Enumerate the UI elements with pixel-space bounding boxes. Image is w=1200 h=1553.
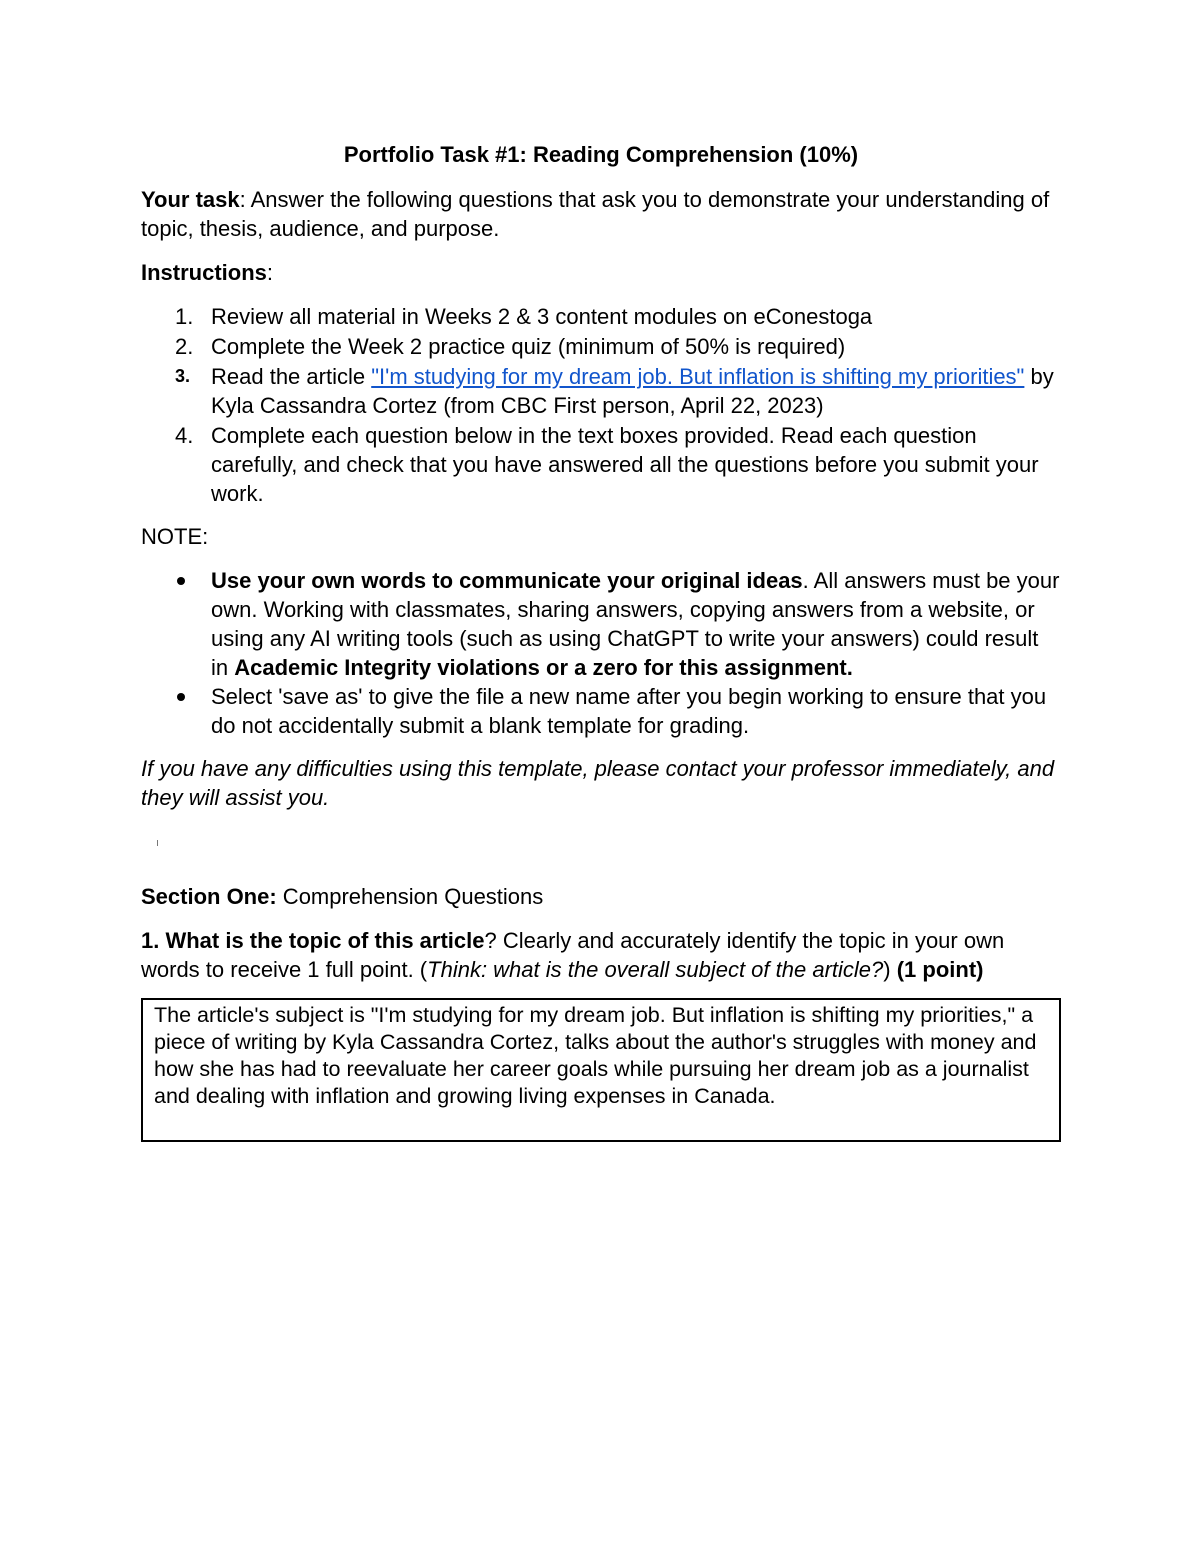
note-label: NOTE bbox=[141, 524, 203, 549]
list-item-text: Complete each question below in the text boxes provided. Read each question carefully, and check that you have answered all the questions before you submit your work. bbox=[211, 423, 1039, 506]
list-number: 2. bbox=[175, 334, 194, 359]
note-colon: : bbox=[202, 524, 209, 549]
note-bold-lead: Use your own words to communicate your original ideas bbox=[211, 568, 803, 593]
question-text: ? Clearly and accurately identify the topic in your own words to receive 1 full point. ( bbox=[141, 928, 1005, 982]
note-text: Select 'save as' to give the file a new name after you begin working to ensure that you do not accidentally submit a blank template for grading. bbox=[211, 684, 1047, 738]
instructions-label: Instructions bbox=[141, 260, 267, 285]
task-text: : Answer the following questions that ask you to demonstrate your understanding of topic, thesis, audience, and purpose. bbox=[141, 187, 1050, 241]
list-item-text: Complete the Week 2 practice quiz (minimum of 50% is required) bbox=[211, 334, 846, 359]
instructions-heading bbox=[141, 258, 1061, 287]
question-1 bbox=[141, 926, 1061, 984]
note-heading bbox=[141, 522, 1061, 551]
task-paragraph bbox=[141, 185, 1061, 243]
section-title: Comprehension Questions bbox=[276, 884, 544, 909]
bullet-icon bbox=[177, 577, 185, 585]
list-item bbox=[141, 421, 1061, 508]
question-close: ) bbox=[883, 957, 897, 982]
section-label: Section One: bbox=[141, 884, 277, 909]
spacer bbox=[141, 812, 1061, 882]
list-item bbox=[141, 682, 1061, 740]
list-item bbox=[141, 302, 1061, 331]
list-number: 3. bbox=[175, 366, 191, 386]
instructions-list bbox=[141, 302, 1061, 508]
cursor-mark bbox=[157, 840, 158, 846]
list-item bbox=[141, 332, 1061, 361]
list-item-text-post: by Kyla Cassandra Cortez (from CBC First person, April 22, 2023) bbox=[211, 364, 1054, 418]
note-text: . All answers must be your own. Working with classmates, sharing answers, copying answers from a website, or using any AI writing tools (such as using ChatGPT to write your answers) could result in bbox=[211, 568, 1060, 680]
instructions-colon: : bbox=[266, 260, 274, 285]
document-page bbox=[141, 140, 1061, 1142]
question-bold: 1. What is the topic of this article bbox=[141, 928, 485, 953]
section-heading bbox=[141, 882, 1061, 911]
list-number: 4. bbox=[175, 423, 194, 448]
bullet-icon bbox=[177, 693, 185, 701]
help-text: If you have any difficulties using this template, please contact your professor immediately, and they will assist you. bbox=[141, 756, 1055, 810]
note-bold-tail: Academic Integrity violations or a zero for this assignment. bbox=[234, 655, 853, 680]
list-number: 1. bbox=[175, 304, 194, 329]
notes-list bbox=[141, 566, 1061, 740]
question-hint: Think: what is the overall subject of the article? bbox=[427, 957, 884, 982]
task-label: Your task bbox=[141, 187, 240, 212]
article-link[interactable]: "I'm studying for my dream job. But inflation is shifting my priorities" bbox=[371, 364, 1025, 389]
list-item-text-pre: Read the article bbox=[211, 364, 372, 389]
page-title: Portfolio Task #1: Reading Comprehension (10%) bbox=[343, 142, 859, 167]
list-item-text: Review all material in Weeks 2 & 3 content modules on eConestoga bbox=[211, 304, 873, 329]
question-points: (1 point) bbox=[896, 957, 984, 982]
list-item bbox=[141, 566, 1061, 682]
answer-text-box[interactable]: The article's subject is "I'm studying for my dream job. But inflation is shifting my priorities," a piece of writing by Kyla Cassandra Cortez, talks about the author's struggles with money and how she has had to reevaluate her career goals while pursuing her dream job as a journalist and dealing with inflation and growing living expenses in Canada. bbox=[141, 998, 1061, 1142]
list-item bbox=[141, 362, 1061, 420]
